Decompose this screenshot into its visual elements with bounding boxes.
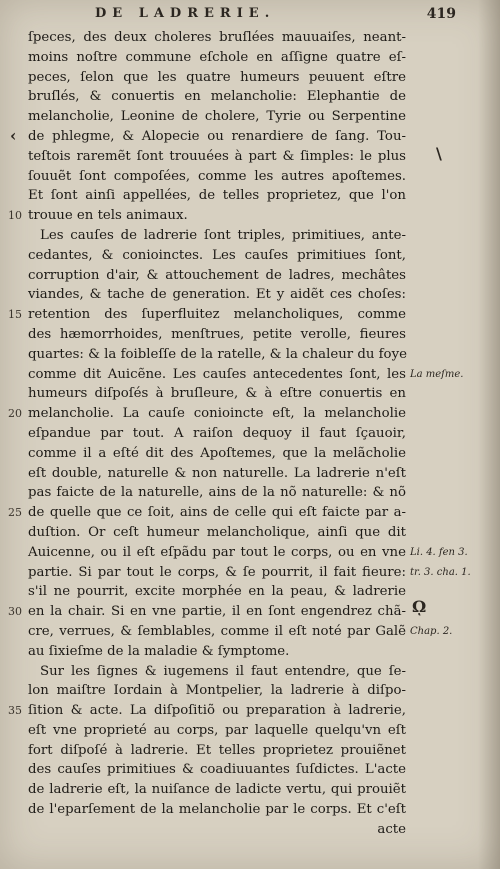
text-line (0, 404, 500, 424)
text-line (0, 127, 500, 147)
text-line (0, 424, 500, 444)
page-fold-shadow (478, 0, 500, 869)
text-line (0, 681, 500, 701)
line-number: 10 (8, 209, 22, 223)
margin-bracket-mark: ῼ (412, 597, 427, 616)
margin-note: tr. 3. cha. 1. (410, 566, 471, 578)
page-number: 419 (426, 6, 456, 22)
text-line (0, 305, 500, 325)
text-line (0, 226, 500, 246)
text-line (0, 325, 500, 345)
text-line (0, 206, 500, 226)
line-text: s'il ne pourrit, excite morphée en la peau, & ladrerie (28, 584, 406, 600)
line-text: au ſixieſme de la maladie & ſymptome. (28, 643, 290, 659)
margin-note: Li. 4. fen 3. (410, 546, 468, 558)
line-text: viandes, & tache de generation. Et y aidẽt ces choſes: (28, 287, 406, 303)
text-line (0, 107, 500, 127)
text-line (0, 523, 500, 543)
line-text: ſouuẽt ſont compoſées, comme les autres apoſtemes. (28, 168, 406, 184)
text-line (0, 147, 500, 167)
text-line (0, 780, 500, 800)
line-text: Les cauſes de ladrerie ſont triples, primitiues, ante- (40, 227, 406, 243)
text-line (0, 266, 500, 286)
line-text: peces, ſelon que les quatre humeurs peuuent eſtre (28, 69, 406, 85)
line-text: fort diſpoſé à ladrerie. Et telles proprietez prouiẽnet (28, 742, 406, 758)
text-line (0, 444, 500, 464)
line-text: bruſlés, & conuertis en melancholie: Elephantie de (28, 89, 406, 105)
line-text: pas faicte de la naturelle, ains de la nõ naturelle: & nõ (28, 485, 406, 501)
text-line (0, 285, 500, 305)
line-text: humeurs diſpoſés à bruſleure, & à eſtre conuertis en (28, 386, 406, 402)
line-number: 25 (8, 506, 22, 520)
line-text: moins noſtre commune eſchole en aſſigne quatre eſ- (28, 49, 406, 65)
line-text: melancholie. La cauſe conioincte eſt, la melancholie (28, 406, 406, 422)
line-text: quartes: & la foibleſſe de la ratelle, & la chaleur du foye (28, 346, 407, 362)
line-number: 30 (8, 605, 22, 619)
text-line (0, 721, 500, 741)
line-text: des hæmorrhoides, menſtrues, petite verolle, fieures (28, 326, 406, 342)
line-text: ſition & acte. La diſpoſitiõ ou preparation à ladrerie, (28, 703, 406, 719)
line-text: cre, verrues, & ſemblables, comme il eſt noté par Galẽ (28, 623, 406, 639)
line-text: en la chair. Si en vne partie, il en ſont engendrez chã- (28, 604, 406, 620)
text-line (0, 642, 500, 662)
text-line (0, 741, 500, 761)
main-text (0, 28, 500, 840)
margin-bullet-mark: ‹ (10, 126, 17, 145)
line-text: ſpeces, des deux choleres bruſlées mauuaiſes, neant- (28, 30, 406, 45)
text-line (0, 87, 500, 107)
line-text: comme dit Auicẽne. Les cauſes antecedentes ſont, les (28, 366, 406, 382)
text-line (0, 28, 500, 48)
text-line (0, 384, 500, 404)
line-number: 15 (8, 308, 22, 322)
text-line (0, 68, 500, 88)
line-text: melancholie, Leonine de cholere, Tyrie ou Serpentine (28, 109, 406, 125)
line-text: de quelle que ce ſoit, ains de celle qui eſt faicte par a- (28, 505, 406, 521)
line-text: cedantes, & conioinctes. Les cauſes primitiues ſont, (28, 247, 406, 263)
line-text: partie. Si par tout le corps, & ſe pourrit, il fait fieure: (28, 564, 406, 580)
line-text: des cauſes primitiues & coadiuuantes ſuſdictes. L'acte (28, 762, 406, 778)
line-text: duſtion. Or ceſt humeur melancholique, ainſi que dit (28, 524, 406, 540)
text-line (0, 345, 500, 365)
margin-note: Chap. 2. (410, 625, 453, 637)
text-line (0, 662, 500, 682)
line-text: eſpandue par tout. A raiſon dequoy il faut ſçauoir, (28, 425, 406, 441)
text-line (0, 48, 500, 68)
line-text: teſtois raremẽt ſont trouuées à part & ſimples: le plus (28, 148, 406, 164)
text-line (0, 820, 500, 840)
text-line (0, 503, 500, 523)
line-text: Et ſont ainſi appellées, de telles proprietez, que l'on (28, 188, 406, 204)
margin-check-mark: \ (436, 144, 442, 163)
text-line (0, 800, 500, 820)
text-line (0, 365, 500, 385)
text-line (0, 543, 500, 563)
line-text: de phlegme, & Alopecie ou renardiere de ſang. Tou- (28, 128, 406, 144)
text-line (0, 563, 500, 583)
line-text: comme il a eſté dit des Apoſtemes, que la melãcholie (28, 445, 406, 461)
running-head (0, 6, 500, 28)
running-title: DE LADRERIE. (95, 6, 276, 21)
line-text: eſt double, naturelle & non naturelle. La ladrerie n'eſt (28, 465, 406, 481)
line-number: 35 (8, 704, 22, 718)
line-text: acte (377, 821, 406, 837)
line-number: 20 (8, 407, 22, 421)
margin-note: La meſme. (410, 368, 464, 380)
text-line (0, 760, 500, 780)
line-text: de l'eparſement de la melancholie par le corps. Et c'eſt (28, 802, 406, 818)
line-text: lon maiſtre Iordain à Montpelier, la ladrerie à diſpo- (28, 683, 406, 699)
line-text: retention des ſuperfluitez melancholiques, comme (28, 307, 406, 323)
text-line (0, 622, 500, 642)
text-line (0, 167, 500, 187)
text-line (0, 246, 500, 266)
text-line (0, 483, 500, 503)
line-text: eſt vne proprieté au corps, par laquelle quelqu'vn eſt (28, 722, 406, 738)
line-text: Sur les ſignes & iugemens il faut entendre, que ſe- (40, 663, 406, 679)
line-text: Auicenne, ou il eſt eſpãdu par tout le corps, ou en vne (28, 544, 406, 560)
text-line (0, 701, 500, 721)
text-line (0, 464, 500, 484)
line-text: de ladrerie eſt, la nuiſance de ladicte vertu, qui prouiẽt (28, 782, 406, 798)
line-text: trouue en tels animaux. (28, 208, 188, 224)
line-text: corruption d'air, & attouchement de ladres, mechâtes (28, 267, 406, 283)
text-line (0, 186, 500, 206)
